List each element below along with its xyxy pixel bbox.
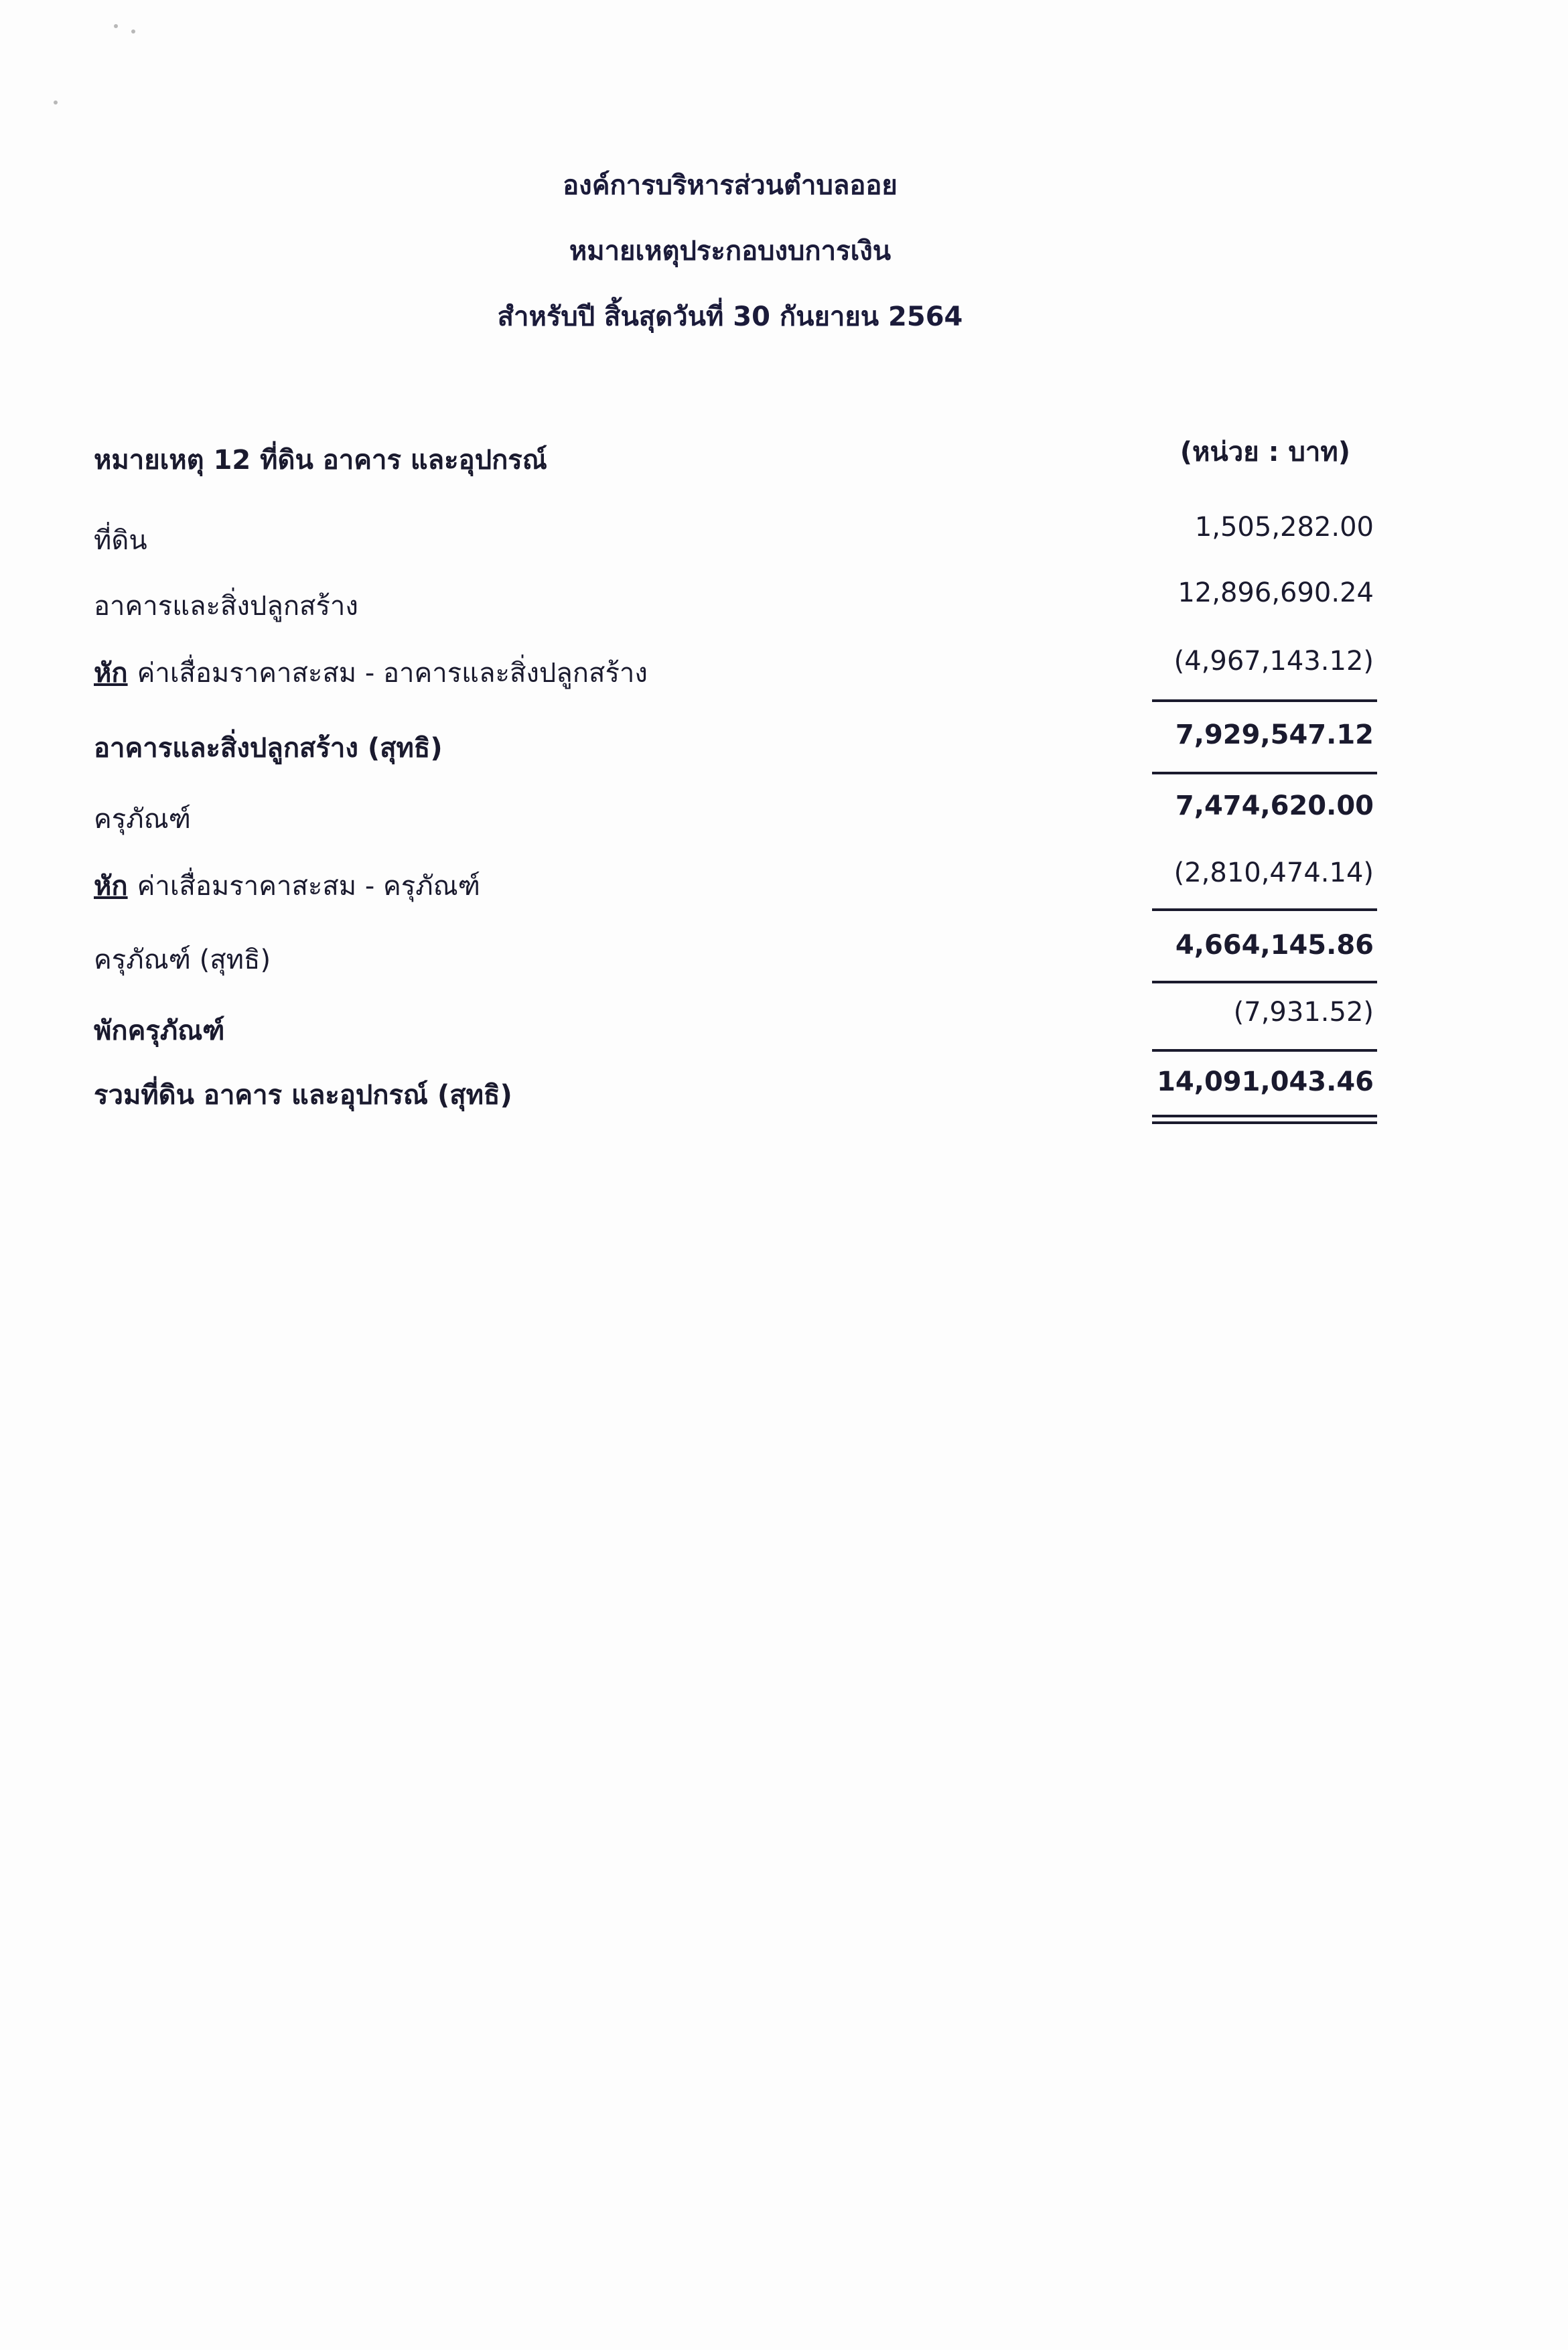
row-value-buildings-net: 7,929,547.12 <box>1175 719 1374 750</box>
total-double-rule <box>1152 1115 1377 1124</box>
row-label-equipment: ครุภัณฑ์ <box>94 804 191 835</box>
row-label-equipment-depreciation <box>94 870 480 903</box>
row-label-total: รวมที่ดิน อาคาร และอุปกรณ์ (สุทธิ) <box>94 1080 512 1111</box>
row-label-buildings-net: อาคารและสิ่งปลูกสร้าง (สุทธิ) <box>94 733 443 764</box>
less-prefix: หัก <box>94 658 128 689</box>
row-value-equipment: 7,474,620.00 <box>1175 790 1374 821</box>
unit-label: (หน่วย : บาท) <box>1180 437 1350 468</box>
row-value-equipment-depreciation: (2,810,474.14) <box>1173 857 1374 888</box>
subtotal-rule <box>1152 1049 1377 1052</box>
row-value-equipment-suspense: (7,931.52) <box>1233 997 1374 1028</box>
row-label-land: ที่ดิน <box>94 525 147 556</box>
subtotal-rule <box>1152 772 1377 774</box>
organization-name: องค์การบริหารส่วนตำบลออย <box>563 170 898 201</box>
row-label-equipment-net: ครุภัณฑ์ (สุทธิ) <box>94 945 271 975</box>
row-value-equipment-net: 4,664,145.86 <box>1175 930 1374 961</box>
row-label-equipment-suspense: พักครุภัณฑ์ <box>94 1016 225 1046</box>
subtotal-rule <box>1152 981 1377 983</box>
reporting-period: สำหรับปี สิ้นสุดวันที่ 30 กันยายน 2564 <box>497 301 963 332</box>
document-title: หมายเหตุประกอบงบการเงิน <box>569 236 892 267</box>
row-label-text: ค่าเสื่อมราคาสะสม - อาคารและสิ่งปลูกสร้าง <box>137 658 648 689</box>
note-title: หมายเหตุ 12 ที่ดิน อาคาร และอุปกรณ์ <box>94 445 547 476</box>
subtotal-rule <box>1152 699 1377 702</box>
row-value-land: 1,505,282.00 <box>1194 512 1374 543</box>
less-prefix: หัก <box>94 871 128 902</box>
row-value-buildings-depreciation: (4,967,143.12) <box>1173 646 1374 677</box>
subtotal-rule <box>1152 908 1377 911</box>
row-value-buildings: 12,896,690.24 <box>1178 577 1374 608</box>
row-label-text: ค่าเสื่อมราคาสะสม - ครุภัณฑ์ <box>137 871 480 902</box>
row-label-buildings: อาคารและสิ่งปลูกสร้าง <box>94 591 358 622</box>
row-value-total: 14,091,043.46 <box>1157 1066 1374 1097</box>
row-label-buildings-depreciation <box>94 656 648 690</box>
